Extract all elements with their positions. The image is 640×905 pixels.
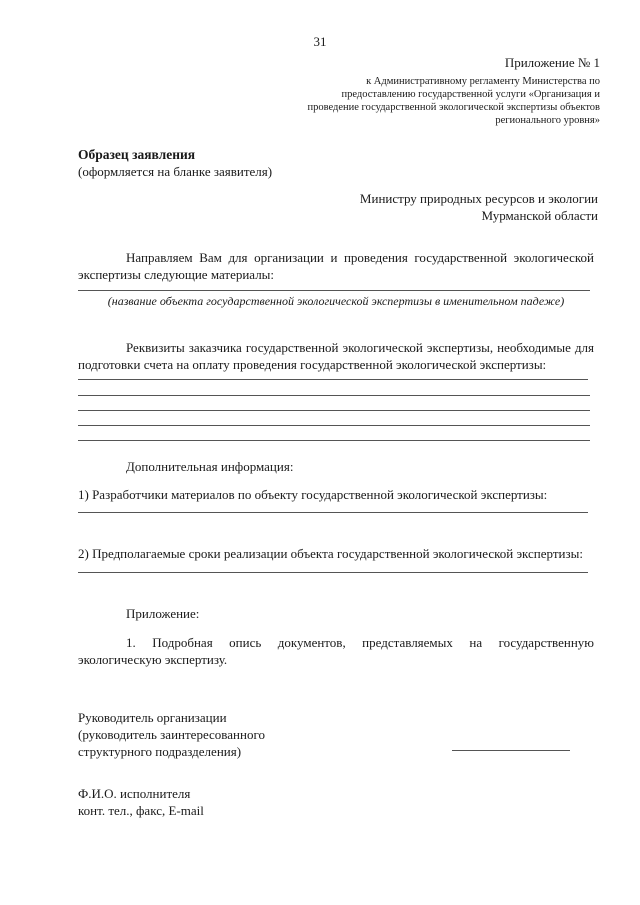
- appendix-subtitle-line: регионального уровня»: [495, 115, 600, 126]
- intro-paragraph: Направляем Вам для организации и проведения государственной экологической экспертизы следующие материалы:: [78, 250, 594, 282]
- appendix-subtitle-line: к Административному регламенту Министерства по: [366, 76, 600, 87]
- executor-name-label: Ф.И.О. исполнителя: [78, 786, 191, 801]
- additional-info-label: Дополнительная информация:: [126, 459, 294, 474]
- signature-line-text: структурного подразделения): [78, 744, 242, 759]
- form-title: Образец заявления: [78, 147, 196, 162]
- object-name-line[interactable]: [78, 290, 590, 291]
- terms-label: 2) Предполагаемые сроки реализации объекта государственной экологической экспертизы:: [78, 546, 583, 561]
- signature-block: [78, 709, 265, 760]
- executor-contacts-label: конт. тел., факс, E-mail: [78, 803, 204, 818]
- object-name-caption: (название объекта государственной экологической экспертизы в именительном падеже): [107, 294, 565, 308]
- requisites-line[interactable]: [78, 440, 590, 441]
- form-note: (оформляется на бланке заявителя): [78, 164, 273, 179]
- addressee: [298, 190, 598, 224]
- signature-line-text: Руководитель организации: [78, 710, 227, 725]
- terms-line[interactable]: [78, 572, 588, 573]
- requisites-line[interactable]: [78, 425, 590, 426]
- signature-line-text: (руководитель заинтересованного: [78, 727, 265, 742]
- appendix-subtitle-line: предоставлению государственной услуги «Организация и: [341, 89, 600, 100]
- requisites-paragraph: Реквизиты заказчика государственной экологической экспертизы, необходимые для подготовки счета на оплату проведения государственной экологической экспертизы:: [78, 340, 594, 372]
- developers-label: 1) Разработчики материалов по объекту государственной экологической экспертизы:: [78, 487, 548, 502]
- appendix-title: Приложение № 1: [504, 55, 600, 70]
- requisites-line[interactable]: [78, 410, 590, 411]
- addressee-line: Министру природных ресурсов и экологии: [359, 191, 598, 206]
- developers-line[interactable]: [78, 512, 588, 513]
- attachment-title: Приложение:: [126, 606, 200, 621]
- appendix-subtitle-line: проведение государственной экологической экспертизы объектов: [307, 102, 600, 113]
- requisites-line[interactable]: [78, 395, 590, 396]
- appendix-subtitle: [280, 75, 600, 127]
- page-number: 31: [313, 34, 327, 49]
- executor-block: [78, 785, 204, 819]
- attachment-item: 1. Подробная опись документов, представляемых на государственную экологическую экспертизу.: [78, 635, 594, 667]
- signature-field[interactable]: [452, 750, 570, 751]
- addressee-line: Мурманской области: [481, 208, 598, 223]
- requisites-line[interactable]: [78, 379, 588, 380]
